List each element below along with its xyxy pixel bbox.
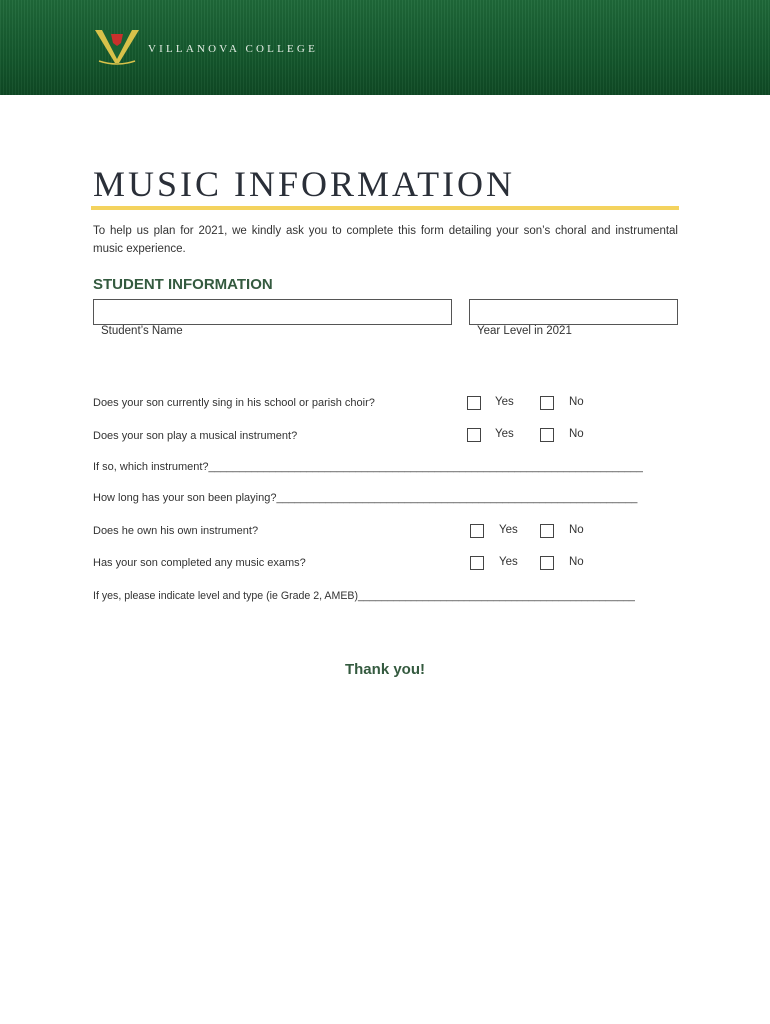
question-exams: Has your son completed any music exams?: [93, 557, 306, 569]
student-name-input[interactable]: [93, 299, 452, 325]
exams-no-label: No: [569, 556, 584, 568]
page-title: MUSIC INFORMATION: [93, 164, 516, 204]
exams-yes-checkbox[interactable]: [470, 556, 484, 570]
own-instrument-no-label: No: [569, 524, 584, 536]
instrument-no-checkbox[interactable]: [540, 428, 554, 442]
question-which-instrument[interactable]: If so, which instrument?_______________________________________________________________________: [93, 461, 643, 473]
instrument-no-label: No: [569, 428, 584, 440]
instrument-yes-checkbox[interactable]: [467, 428, 481, 442]
choir-no-label: No: [569, 396, 584, 408]
question-choir: Does your son currently sing in his school or parish choir?: [93, 397, 375, 409]
question-instrument: Does your son play a musical instrument?: [93, 430, 298, 442]
exams-yes-label: Yes: [499, 556, 518, 568]
question-exam-details[interactable]: If yes, please indicate level and type (ie Grade 2, AMEB)_______________________________________________: [93, 590, 635, 602]
college-name: VILLANOVA COLLEGE: [148, 43, 318, 55]
choir-yes-label: Yes: [495, 396, 514, 408]
header-banner: [0, 0, 770, 95]
own-instrument-yes-checkbox[interactable]: [470, 524, 484, 538]
villanova-crest-icon: [93, 27, 141, 65]
year-level-input[interactable]: [469, 299, 678, 325]
thank-you-text: Thank you!: [344, 661, 425, 678]
choir-yes-checkbox[interactable]: [467, 396, 481, 410]
section-title: STUDENT INFORMATION: [93, 276, 273, 293]
intro-text: To help us plan for 2021, we kindly ask you to complete this form detailing your son’s choral and instrumental music experience.: [93, 225, 678, 255]
question-how-long[interactable]: How long has your son been playing?___________________________________________________________: [93, 492, 638, 504]
year-level-label: Year Level in 2021: [477, 325, 572, 337]
own-instrument-no-checkbox[interactable]: [540, 524, 554, 538]
choir-no-checkbox[interactable]: [540, 396, 554, 410]
student-name-label: Student’s Name: [101, 325, 183, 337]
title-underline: [91, 206, 679, 210]
instrument-yes-label: Yes: [495, 428, 514, 440]
question-own-instrument: Does he own his own instrument?: [93, 525, 259, 537]
own-instrument-yes-label: Yes: [499, 524, 518, 536]
exams-no-checkbox[interactable]: [540, 556, 554, 570]
